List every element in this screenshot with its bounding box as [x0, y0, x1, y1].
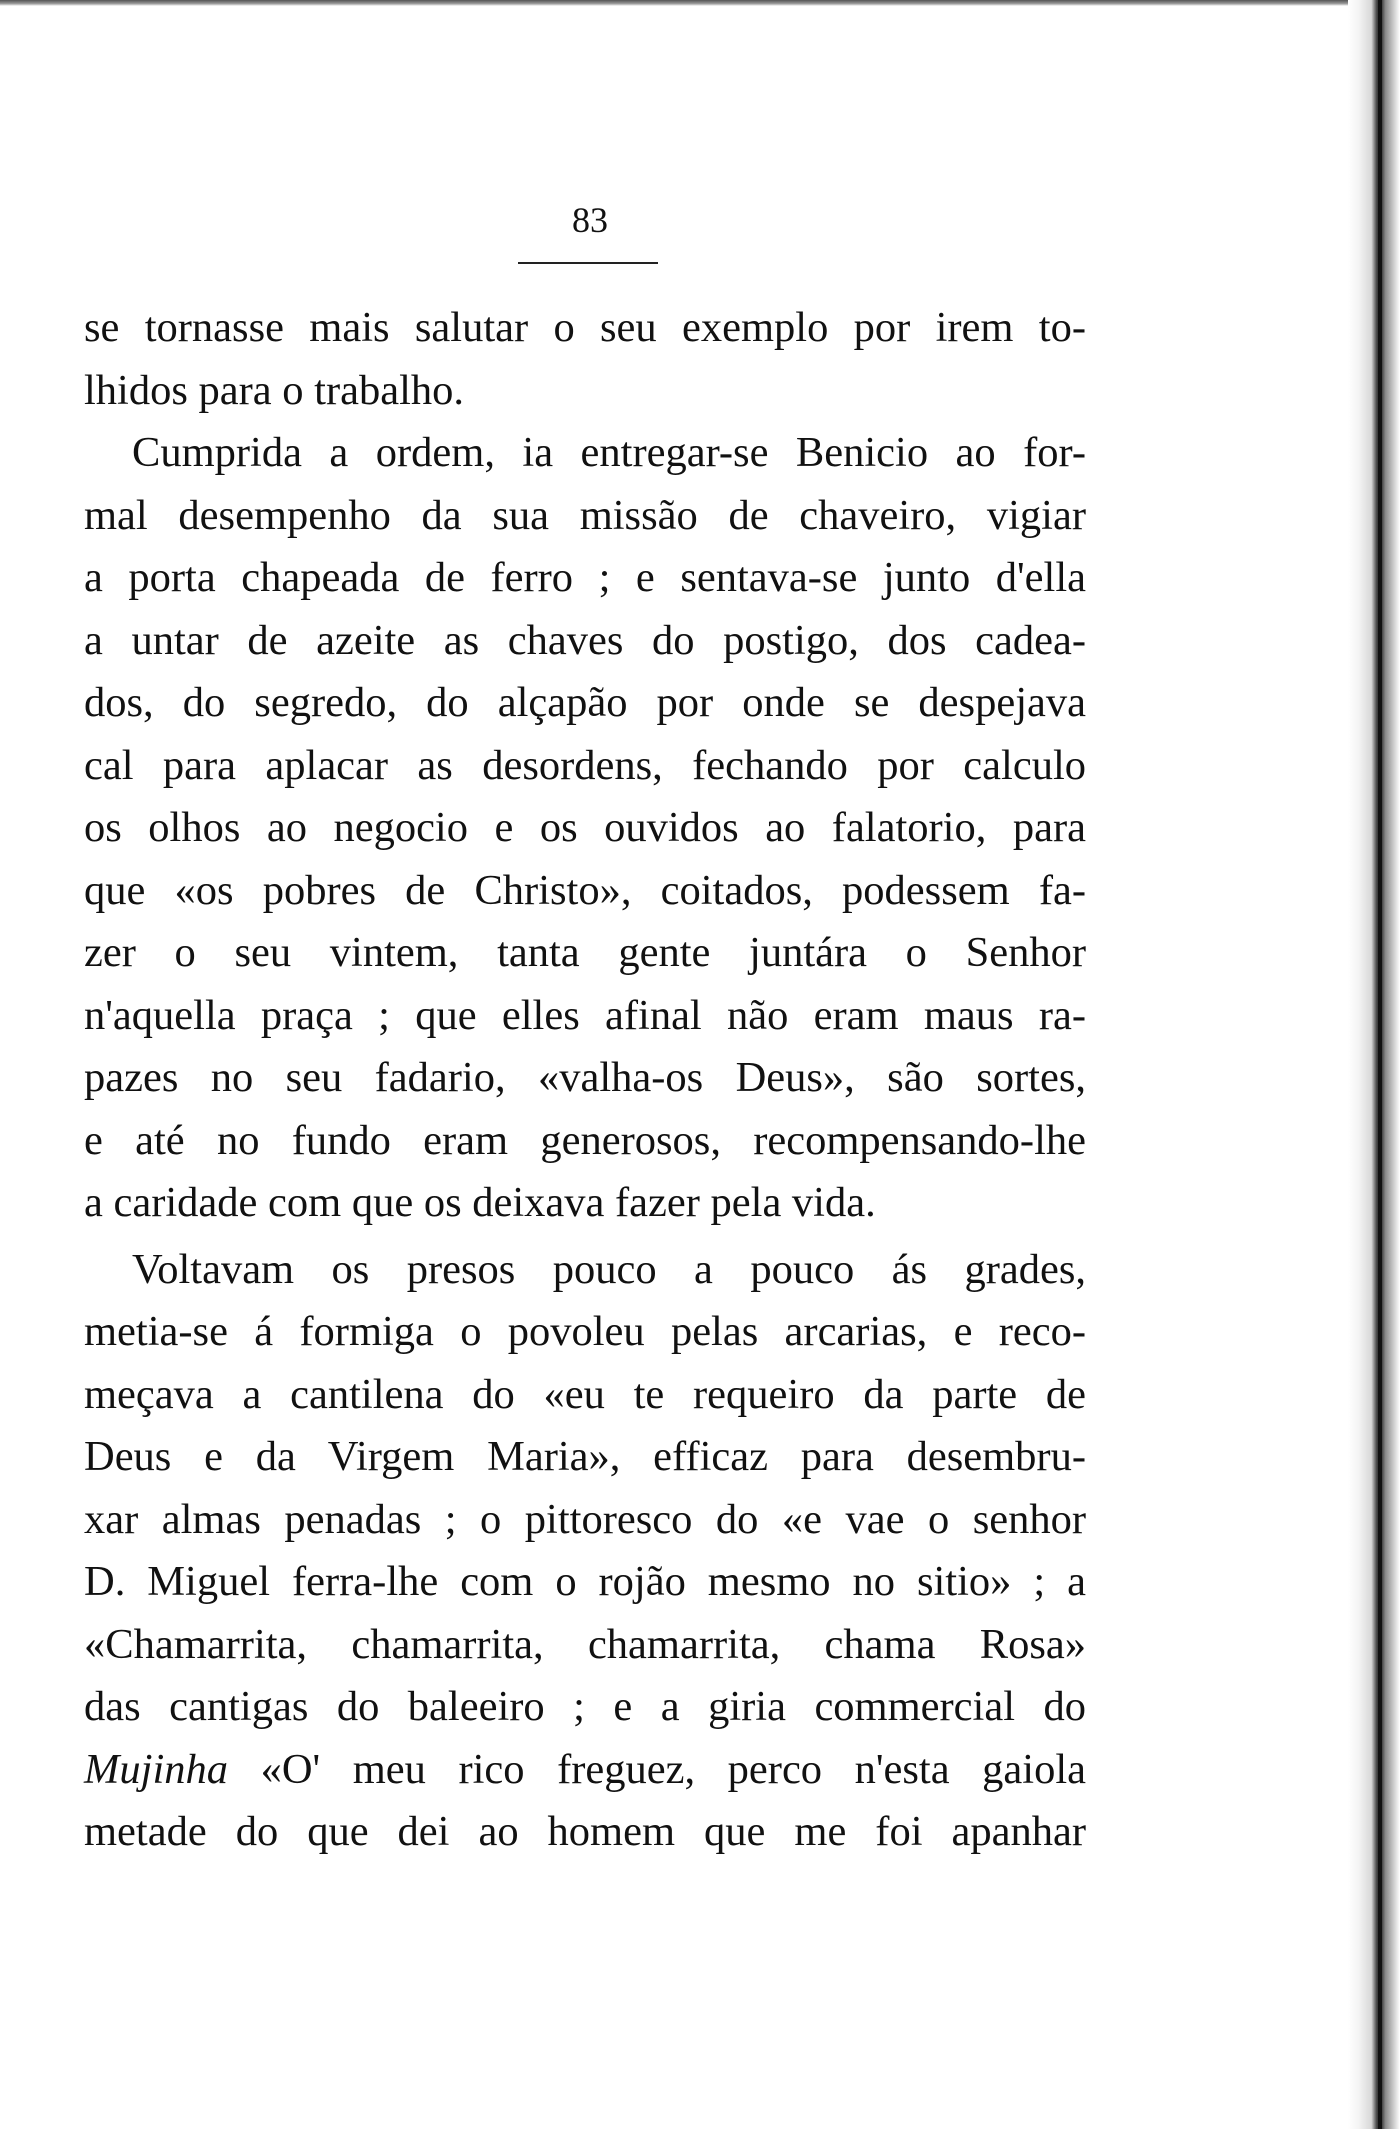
book-gutter-shadow [1348, 0, 1400, 2129]
text-line: a caridade com que os deixava fazer pela vida. [84, 1179, 876, 1226]
text-line-rest: «O' meu rico freguez, perco n'esta gaiola [228, 1745, 1086, 1793]
book-gutter-line [1378, 0, 1382, 2129]
text-line: Voltavam os presos pouco a pouco ás grades, [132, 1245, 1086, 1293]
text-line: D. Miguel ferra-lhe com o rojão mesmo no sitio» ; a [84, 1558, 1086, 1605]
text-line: metia-se á formiga o povoleu pelas arcarias, e reco- [84, 1308, 1086, 1355]
text-line: se tornasse mais salutar o seu exemplo por irem to- [84, 304, 1086, 351]
page-top-edge [0, 0, 1400, 6]
text-line: cal para aplacar as desordens, fechando por calculo [84, 741, 1086, 789]
text-line: xar almas penadas ; o pittoresco do «e vae o senhor [84, 1495, 1086, 1543]
text-line: n'aquella praça ; que elles afinal não eram maus ra- [84, 991, 1086, 1039]
page-number: 83 [572, 200, 608, 240]
text-line: Deus e da Virgem Maria», efficaz para desembru- [84, 1433, 1086, 1480]
text-line: mal desempenho da sua missão de chaveiro, vigiar [84, 491, 1086, 539]
text-line: meçava a cantilena do «eu te requeiro da parte de [84, 1370, 1086, 1418]
text-line: lhidos para o trabalho. [84, 366, 465, 414]
italic-name: Mujinha [84, 1745, 229, 1793]
text-line: a porta chapeada de ferro ; e sentava-se junto d'ella [84, 554, 1086, 601]
text-line: os olhos ao negocio e os ouvidos ao falatorio, para [84, 804, 1086, 851]
text-line: a untar de azeite as chaves do postigo, dos cadea- [84, 616, 1086, 664]
text-line: Cumprida a ordem, ia entregar-se Benicio ao for- [132, 429, 1086, 476]
text-line: das cantigas do baleeiro ; e a giria commercial do [84, 1683, 1086, 1730]
text-line: dos, do segredo, do alçapão por onde se despejava [84, 679, 1086, 726]
text-line-italic [84, 1739, 1086, 1802]
text-line: pazes no seu fadario, «valha-os Deus», são sortes, [84, 1054, 1086, 1101]
page-number-rule [518, 262, 658, 264]
body-text [84, 297, 1086, 1864]
text-line: e até no fundo eram generosos, recompensando-lhe [84, 1116, 1086, 1164]
text-line: zer o seu vintem, tanta gente juntára o Senhor [84, 929, 1086, 976]
text-line: «Chamarrita, chamarrita, chamarrita, chama Rosa» [84, 1620, 1086, 1668]
text-line: que «os pobres de Christo», coitados, podessem fa- [84, 866, 1086, 914]
text-line: metade do que dei ao homem que me foi apanhar [84, 1808, 1086, 1855]
